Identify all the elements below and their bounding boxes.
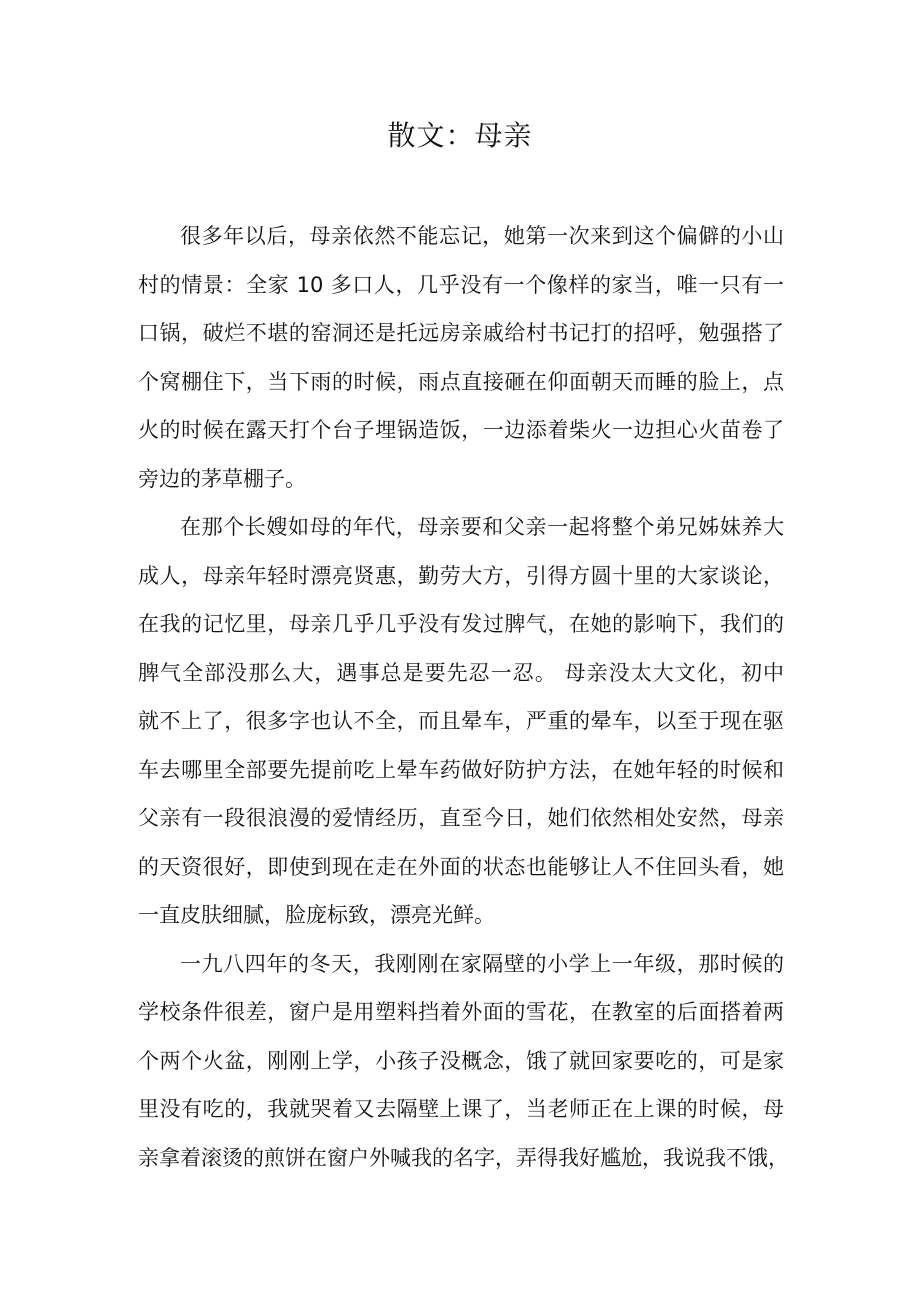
text-line: 火的时候在露天打个台子埋锅造饭，一边添着柴火一边担心火苗卷了: [138, 418, 784, 442]
text-line: 个窝棚住下，当下雨的时候，雨点直接砸在仰面朝天而睡的脸上，点: [138, 369, 784, 394]
text-line: 车去哪里全部要先提前吃上晕车药做好防护方法，在她年轻的时候和: [138, 757, 784, 782]
text-line: 一直皮肤细腻，脸庞标致，漂亮光鲜。: [138, 903, 495, 927]
text-line: 就不上了，很多字也认不全，而且晕车，严重的晕车，以至于现在驱: [138, 709, 784, 733]
text-line: 在我的记忆里，母亲几乎几乎没有发过脾气，在她的影响下，我们的: [138, 612, 784, 636]
text-line: 学校条件很差，窗户是用塑料挡着外面的雪花，在教室的后面搭着两: [138, 1000, 784, 1024]
text-line: 的天资很好，即使到现在走在外面的状态也能够让人不住回头看，她: [138, 854, 784, 879]
text-line: 口锅，破烂不堪的窑洞还是托远房亲戚给村书记打的招呼，勉强搭了: [138, 321, 784, 345]
text-line: 个两个火盆，刚刚上学，小孩子没概念，饿了就回家要吃的，可是家: [138, 1048, 784, 1073]
text-line: 一九八四年的冬天，我刚刚在家隔壁的小学上一年级，那时候的: [180, 951, 784, 976]
text-line: 在那个长嫂如母的年代，母亲要和父亲一起将整个弟兄姊妹养大: [180, 515, 784, 539]
text-line: 亲拿着滚烫的煎饼在窗户外喊我的名字，弄得我好尴尬，我说我不饿，: [138, 1145, 789, 1170]
text-line: 父亲有一段很浪漫的爱情经历，直至今日，她们依然相处安然，母亲: [138, 806, 784, 830]
text-line: 脾气全部没那么大，遇事总是要先忍一忍。 母亲没太大文化，初中: [138, 660, 784, 685]
text-line: 里没有吃的，我就哭着又去隔壁上课了，当老师正在上课的时候，母: [138, 1097, 784, 1121]
text-line: 村的情景：全家 10 多口人，几乎没有一个像样的家当，唯一只有一: [138, 272, 784, 297]
text-line: 旁边的茅草棚子。: [138, 466, 306, 491]
page-title: 散文：母亲: [387, 119, 533, 152]
text-line: 很多年以后，母亲依然不能忘记，她第一次来到这个偏僻的小山: [180, 224, 784, 248]
essay-body: [138, 212, 789, 1182]
text-line: 成人，母亲年轻时漂亮贤惠，勤劳大方，引得方圆十里的大家谈论，: [138, 563, 784, 588]
